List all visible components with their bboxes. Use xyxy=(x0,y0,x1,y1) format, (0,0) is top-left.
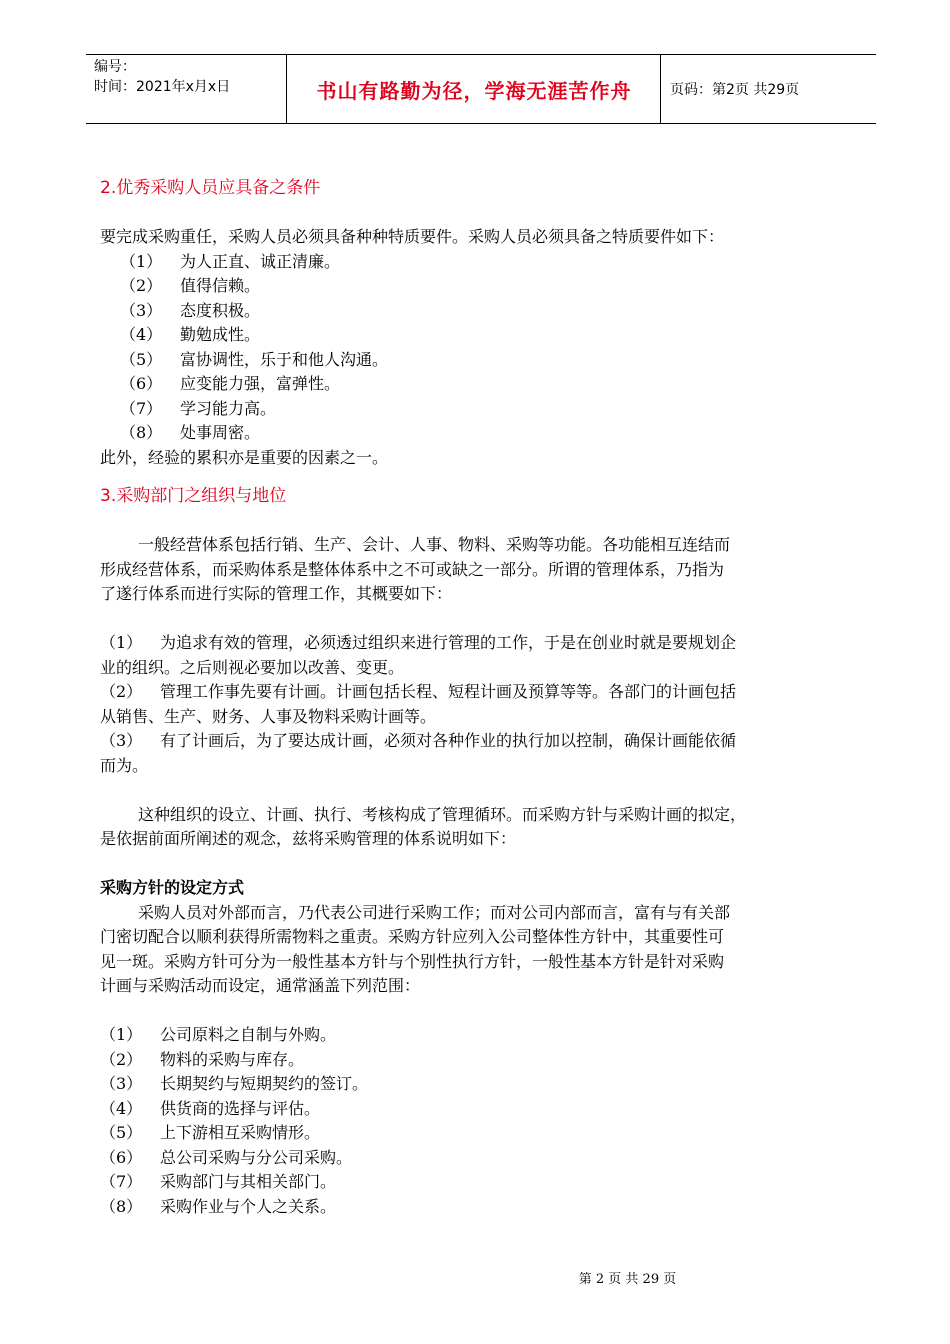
list-number: （1） xyxy=(120,251,163,271)
list-text: 上下游相互采购情形。 xyxy=(160,1123,321,1142)
list-number: （6） xyxy=(120,374,163,393)
list-number: （8） xyxy=(120,423,163,442)
list-number: （2） xyxy=(100,1049,143,1069)
list-number: （1） xyxy=(100,633,143,652)
list-item xyxy=(100,1146,860,1171)
list-number: （7） xyxy=(120,398,163,418)
header-divider xyxy=(286,55,287,123)
list-item-continuation: 从销售、生产、财务、人事及物料采购计画等。 xyxy=(100,706,437,726)
header-meta xyxy=(94,57,230,97)
section3-title: 3.采购部门之组织与地位 xyxy=(100,486,287,506)
list-text: 勤勉成性。 xyxy=(180,325,261,344)
list-text: 有了计画后，为了要达成计画，必须对各种作业的执行加以控制，确保计画能依循 xyxy=(160,731,737,750)
list-text: 管理工作事先要有计画。计画包括长程、短程计画及预算等等。各部门的计画包括 xyxy=(160,682,737,701)
header-page-info: 页码：第2页 共29页 xyxy=(670,82,800,98)
section2-title: 2.优秀采购人员应具备之条件 xyxy=(100,178,321,198)
list-number: （4） xyxy=(100,1098,143,1118)
list-item xyxy=(100,1023,860,1048)
list-number: （2） xyxy=(120,276,163,295)
list-text: 为追求有效的管理，必须透过组织来进行管理的工作，于是在创业时就是要规划企 xyxy=(160,633,737,652)
policy-heading: 采购方针的设定方式 xyxy=(100,878,245,897)
paragraph-line: 形成经营体系，而采购体系是整体体系中之不可或缺之一部分。所谓的管理体系，乃指为 xyxy=(100,559,725,579)
list-item xyxy=(100,274,860,299)
list-item xyxy=(100,421,860,446)
list-item xyxy=(100,250,860,275)
list-item xyxy=(100,323,860,348)
list-text: 态度积极。 xyxy=(180,300,261,320)
page-header xyxy=(86,54,876,124)
page-footer: 第 2 页 共 29 页 xyxy=(578,1272,677,1287)
list-text: 采购作业与个人之关系。 xyxy=(160,1196,337,1216)
list-number: （3） xyxy=(100,1074,143,1093)
section2-intro: 要完成采购重任，采购人员必须具备种种特质要件。采购人员必须具备之特质要件如下： xyxy=(100,227,725,246)
list-number: （7） xyxy=(100,1172,143,1191)
list-item xyxy=(100,1195,860,1220)
paragraph-line: 见一斑。采购方针可分为一般性基本方针与个别性执行方针，一般性基本方针是针对采购 xyxy=(100,951,725,971)
list-text: 采购部门与其相关部门。 xyxy=(160,1172,337,1191)
list-number: （2） xyxy=(100,682,143,701)
paragraph-line: 这种组织的设立、计画、执行、考核构成了管理循环。而采购方针与采购计画的拟定， xyxy=(138,804,747,824)
list-number: （6） xyxy=(100,1147,143,1167)
list-number: （3） xyxy=(100,731,143,750)
list-text: 应变能力强，富弹性。 xyxy=(180,374,341,393)
list-text: 总公司采购与分公司采购。 xyxy=(160,1147,353,1167)
list-item xyxy=(100,397,860,422)
list-item xyxy=(100,299,860,324)
list-text: 供货商的选择与评估。 xyxy=(160,1098,321,1118)
list-item xyxy=(100,348,860,373)
list-item xyxy=(100,1048,860,1073)
header-divider xyxy=(660,55,661,123)
list-number: （5） xyxy=(120,349,163,369)
time-label: 时间：2021年x月x日 xyxy=(94,79,231,95)
section3-list xyxy=(100,631,860,778)
list-text: 学习能力高。 xyxy=(180,398,277,418)
document-body xyxy=(100,176,860,1219)
list-item-continuation: 业的组织。之后则视必要加以改善、变更。 xyxy=(100,657,405,677)
list-number: （1） xyxy=(100,1025,143,1044)
list-item xyxy=(100,372,860,397)
section2-list xyxy=(100,250,860,446)
paragraph-line: 一般经营体系包括行销、生产、会计、人事、物料、采购等功能。各功能相互连结而 xyxy=(138,535,731,554)
list-item xyxy=(100,680,860,705)
list-item xyxy=(100,631,860,656)
list-item xyxy=(100,1170,860,1195)
list-text: 处事周密。 xyxy=(180,423,261,442)
list-item-continuation: 而为。 xyxy=(100,755,149,775)
list-text: 值得信赖。 xyxy=(180,276,261,295)
paragraph-line: 了遂行体系而进行实际的管理工作，其概要如下： xyxy=(100,584,453,603)
list-text: 公司原料之自制与外购。 xyxy=(160,1025,337,1044)
list-number: （4） xyxy=(120,325,163,344)
header-motto: 书山有路勤为径，学海无涯苦作舟 xyxy=(316,79,632,103)
list-text: 物料的采购与库存。 xyxy=(160,1049,305,1069)
paragraph-line: 计画与采购活动而设定，通常涵盖下列范围： xyxy=(100,976,421,995)
policy-list xyxy=(100,1023,860,1219)
list-item xyxy=(100,1121,860,1146)
list-item xyxy=(100,729,860,754)
number-label: 编号： xyxy=(94,59,136,75)
list-number: （5） xyxy=(100,1123,143,1142)
section2-outro: 此外，经验的累积亦是重要的因素之一。 xyxy=(100,447,389,467)
list-text: 富协调性，乐于和他人沟通。 xyxy=(180,349,389,369)
list-text: 长期契约与短期契约的签订。 xyxy=(160,1074,369,1093)
list-text: 为人正直、诚正清廉。 xyxy=(180,251,341,271)
paragraph-line: 是依据前面所阐述的观念，兹将采购管理的体系说明如下： xyxy=(100,829,517,848)
list-item xyxy=(100,1097,860,1122)
list-number: （3） xyxy=(120,300,163,320)
list-item xyxy=(100,1072,860,1097)
paragraph-line: 门密切配合以顺利获得所需物料之重责。采购方针应列入公司整体性方针中，其重要性可 xyxy=(100,927,725,946)
paragraph-line: 采购人员对外部而言，乃代表公司进行采购工作；而对公司内部而言，富有与有关部 xyxy=(138,902,731,922)
list-number: （8） xyxy=(100,1196,143,1216)
